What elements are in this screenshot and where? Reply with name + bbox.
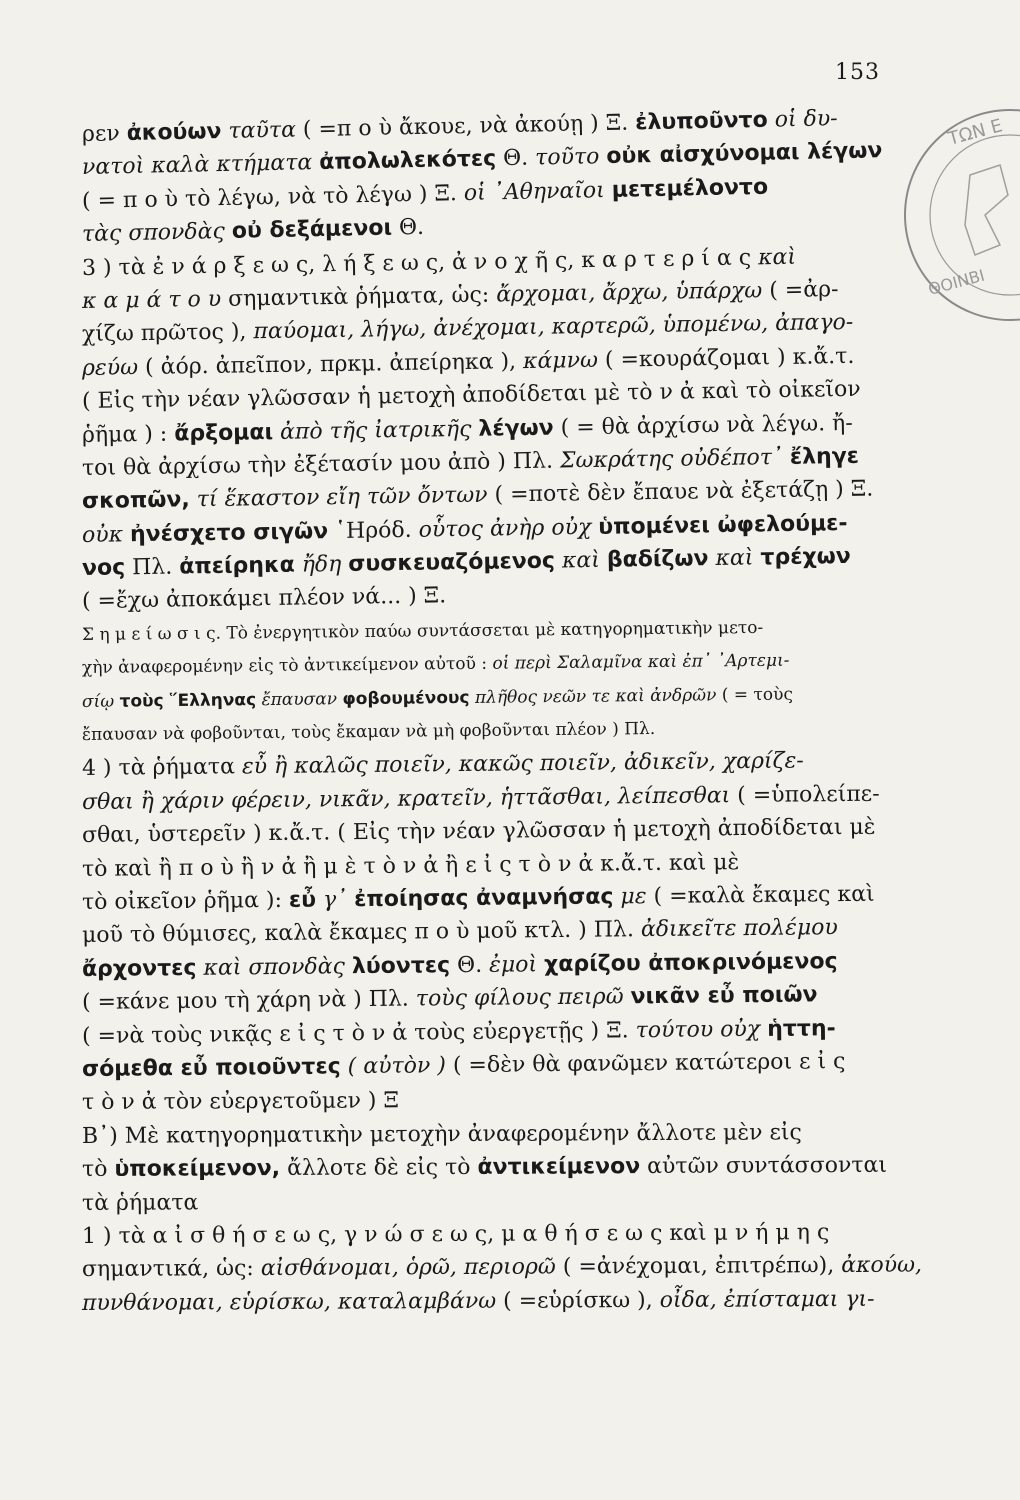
text-segment: ( =ἀνέχομαι, ἐπιτρέπω), [555,1253,842,1280]
text-segment: ρεύω [81,354,139,381]
text-segment: εὖ ἢ καλῶς ποιεῖν, κακῶς ποιεῖν, ἀδικεῖν, χαρίζε- [241,748,804,780]
text-segment: ῥῆμα ) : [81,421,175,448]
text-line [82,1215,938,1253]
text-segment: Σωκράτης οὐδέποτ᾿ [559,444,784,474]
text-segment: τὸ [81,1156,115,1183]
text-segment: τοὺς φίλους πειρῶ [415,984,624,1012]
text-segment: ( =εὑρίσκω ), [496,1287,660,1314]
text-segment: 4 ) τὰ ῥήματα [81,754,243,782]
text-segment: μοῦ τὸ θύμισες, καλὰ ἔκαμες π ο ὺ μοῦ κτλ. ) Πλ. [81,917,642,949]
text-segment: κ α μ ά τ ο υ [81,286,222,314]
text-segment: χίζω πρῶτος ), [81,319,254,348]
text-segment: ἀπείρηκα [179,552,295,580]
text-segment: Β᾿) Μὲ κατηγορηματικὴν μετοχὴν ἀναφερομένην ἄλλοτε μὲν εἰς [81,1119,802,1149]
text-segment: τὸ οἰκεῖον ῥῆμα ): [81,887,290,915]
text-segment: λέγων [478,415,554,442]
text-segment: ἔπαυσαν [261,688,338,710]
text-segment: νικᾶν εὖ ποιῶν [630,982,818,1010]
text-segment: καὶ [757,244,797,270]
text-segment: ( αὐτὸν ) [347,1053,447,1080]
text-segment: τοι θὰ ἀρχίσω τὴν ἐξέτασίν μου ἀπὸ ) Πλ. [81,448,561,481]
main-text [81,106,938,1320]
text-segment: κάμνω [522,347,599,374]
text-segment: αὐτῶν συντάσσονται [640,1152,888,1180]
text-line [82,1115,938,1153]
text-segment: τὰς σπονδὰς [81,219,226,248]
text-segment: ( =κουράζομαι ) κ.ἄ.τ. [597,343,855,373]
text-segment: ( = θὰ ἀρχίσω νὰ λέγω. ἤ- [553,410,853,441]
text-segment: ρεν [81,121,127,147]
text-segment: 1 ) τὰ α ἰ σ θ ή σ ε ω ς, γ ν ώ σ ε ω ς, μ α θ ή σ ε ω ς καὶ μ ν ή μ η ς [81,1219,830,1249]
text-segment: οἱ ᾿Αθηναῖοι [463,177,606,206]
text-segment: με [620,884,647,910]
text-segment: ἄρχομαι, ἄρχω, ὑπάρχω [496,278,763,308]
text-segment: ἀκούω, [841,1252,923,1279]
text-segment: σίῳ [81,691,115,712]
text-segment: ἐλυποῦντο [634,107,768,136]
text-segment: ἠνέσχετο σιγῶν [129,518,329,547]
text-segment: ἄρχοντες [81,955,197,982]
text-segment: φοβουμένους [342,687,470,709]
text-segment: ἀπὸ τῆς ἰατρικῆς [279,416,472,445]
text-segment: Θ. [449,952,490,978]
text-segment: ἤδη [301,552,342,578]
text-segment: ἀντικείμενον [477,1154,641,1181]
text-segment: τοῦτο [534,144,600,171]
text-line [82,1282,938,1320]
text-line [82,1082,938,1120]
text-segment: ῞Ελληνας [168,689,257,711]
text-segment: Σ η μ ε ί ω σ ι ς. Τὸ ἐνεργητικὸν παύω συντάσσεται μὲ κατηγορηματικὴν μετο- [81,617,764,645]
text-segment: οἶδα, ἐπίσταμαι γι- [659,1286,875,1313]
text-segment: ὑπομένει ὠφελούμε- [598,510,848,540]
text-segment: 3 ) τὰ ἐ ν ά ρ ξ ε ω ς, λ ή ξ ε ω ς, ἀ ν ο χ ῆ ς, κ α ρ τ ε ρ ί α ς [81,244,759,281]
text-segment: τούτου οὐχ [635,1016,761,1043]
text-segment: πλῆθος νεῶν τε καὶ ἀνδρῶν [474,684,717,708]
page-number: 153 [835,60,880,85]
text-segment: σημαντικά, ὡς: [81,1256,261,1283]
text-segment: Θ. [495,145,536,172]
text-segment: βαδίζων [606,546,709,573]
text-segment: τί ἕκαστον εἴη τῶν ὄντων [196,482,488,513]
text-segment: πυνθάνομαι, εὑρίσκω, καταλαμβάνω [81,1288,497,1316]
text-segment: καὶ [715,545,754,572]
text-segment: ( =ποτὲ δὲν ἔπαυε νὰ ἐξετάζῃ ) Ξ. [487,476,874,508]
svg-text:ΤΩΝ Ε: ΤΩΝ Ε [945,115,1005,150]
text-segment: Πλ. [124,554,180,581]
text-segment: ( =καλὰ ἔκαμες καὶ [646,881,875,910]
text-segment: ( =π ο ὺ ἄκουε, νὰ ἀκούῃ ) Ξ. [295,110,636,143]
text-segment: ἐμοὶ [488,952,538,978]
paragraph-group-2 [81,748,938,1320]
text-segment: σκοπῶν, [81,487,190,515]
text-segment: χὴν ἀναφερομένην εἰς τὸ ἀντικείμενον αὐτοῦ : [81,653,493,679]
text-segment: σόμεθα εὖ ποιοῦντες [81,1054,341,1082]
text-segment: αἰσθάνομαι, ὁρῶ, περιορῶ [260,1254,556,1282]
text-segment: συσκευαζόμενος [348,548,556,577]
text-segment: ( =δὲν θὰ φανῶμεν κατώτεροι ε ἰ ς [445,1048,846,1079]
text-segment: ἀπολωλεκότες [318,146,497,176]
text-segment: ἡττη- [767,1015,836,1042]
text-segment: Θ. [391,215,425,241]
text-segment: τρέχων [760,544,851,571]
text-segment: ἄρξομαι [174,419,274,447]
text-segment: ( ἀόρ. ἀπεῖπον, πρκμ. ἀπείρηκα ), [137,348,524,380]
text-segment: εὖ [288,887,317,913]
text-segment: οὐκ αἰσχύνομαι λέγων [606,138,883,170]
text-segment: ταῦτα [228,117,297,144]
text-segment: παύομαι, λήγω, ἀνέχομαι, καρτερῶ, ὑπομένω, ἀπαγο- [253,310,854,345]
text-segment: ( =ἔχω ἀποκάμει πλέον νά... ) Ξ. [81,583,447,615]
text-segment: τὰ ῥήματα [81,1189,199,1216]
text-segment: καὶ [561,547,601,574]
text-segment: γ᾿ [322,887,348,913]
text-segment: ( =ὑπολείπε- [730,781,880,809]
text-segment: οὐκ [81,522,124,548]
text-segment: τὸ καὶ ἢ π ο ὺ ἢ ν ἀ ἢ μ ὲ τ ὸ ν ἀ ἢ ε ἰ ς τ ὸ ν ἀ κ.ἄ.τ. καὶ μὲ [81,849,740,882]
text-segment: ( = τοὺς [716,684,794,705]
text-segment: σθαι ἢ χάριν φέρειν, νικᾶν, κρατεῖν, ἡττᾶσθαι, λείπεσθαι [81,783,731,815]
text-line [82,1182,938,1220]
text-segment: οἱ δυ- [774,106,838,133]
text-segment: ( =νὰ τοὺς νικᾷς ε ἰ ς τ ὸ ν ἀ τοὺς εὐεργετῇς ) Ξ. [81,1017,636,1049]
text-line [82,1149,938,1187]
text-segment: οὐ δεξάμενοι [231,215,393,245]
text-segment: καὶ σπονδὰς [203,954,346,981]
text-segment: μετεμέλοντο [611,174,769,203]
text-segment: ῾Ηρόδ. [327,517,419,544]
text-segment: ( Εἰς τὴν νέαν γλῶσσαν ἡ μετοχὴ ἀποδίδεται μὲ τὸ ν ἀ καὶ τὸ οἰκεῖον [81,376,861,415]
text-segment: τοὺς [119,690,164,712]
text-segment: ὑποκείμενον, [114,1156,281,1182]
text-segment: σημαντικὰ ῥήματα, ὡς: [220,282,497,312]
text-segment: ἔληγε [789,443,860,470]
text-segment: ἄλλοτε δὲ εἰς τὸ [280,1155,478,1182]
text-segment: νος [81,555,126,582]
text-line [82,1249,938,1287]
note-block [82,619,938,753]
text-segment: ἀκούων [126,119,222,147]
text-segment: ( =ἀρ- [762,277,839,304]
text-segment: ἐποίησας ἀναμνήσας [354,884,614,913]
text-segment: οἱ περὶ Σαλαμῖνα καὶ ἐπ᾿ ᾿Αρτεμι- [492,650,790,674]
paragraph-group-1 [81,106,938,619]
text-segment: χαρίζου ἀποκρινόμενος [543,948,838,977]
svg-text:ΘΟΙΝΒΙ: ΘΟΙΝΒΙ [926,265,987,299]
text-segment: λύοντες [351,952,451,979]
text-segment: οὗτος ἀνὴρ οὐχ [418,514,592,543]
text-segment: ( = π ο ὺ τὸ λέγω, νὰ τὸ λέγω ) Ξ. [81,180,465,214]
text-segment: ( =κάνε μου τὴ χάρη νὰ ) Πλ. [81,986,416,1016]
text-segment: τ ὸ ν ἀ τὸν εὐεργετοῦμεν ) Ξ [81,1088,400,1116]
text-segment: σθαι, ὑστερεῖν ) κ.ἄ.τ. ( Εἰς τὴν νέαν γλῶσσαν ἡ μετοχὴ ἀποδίδεται μὲ [81,814,876,849]
text-segment: νατοὶ καλὰ κτήματα [81,150,313,181]
text-segment: ἀδικεῖτε πολέμου [640,915,838,943]
text-segment: ἔπαυσαν νὰ φοβοῦνται, τοὺς ἔκαμαν νὰ μὴ φοβοῦνται πλέον ) Πλ. [81,719,656,746]
